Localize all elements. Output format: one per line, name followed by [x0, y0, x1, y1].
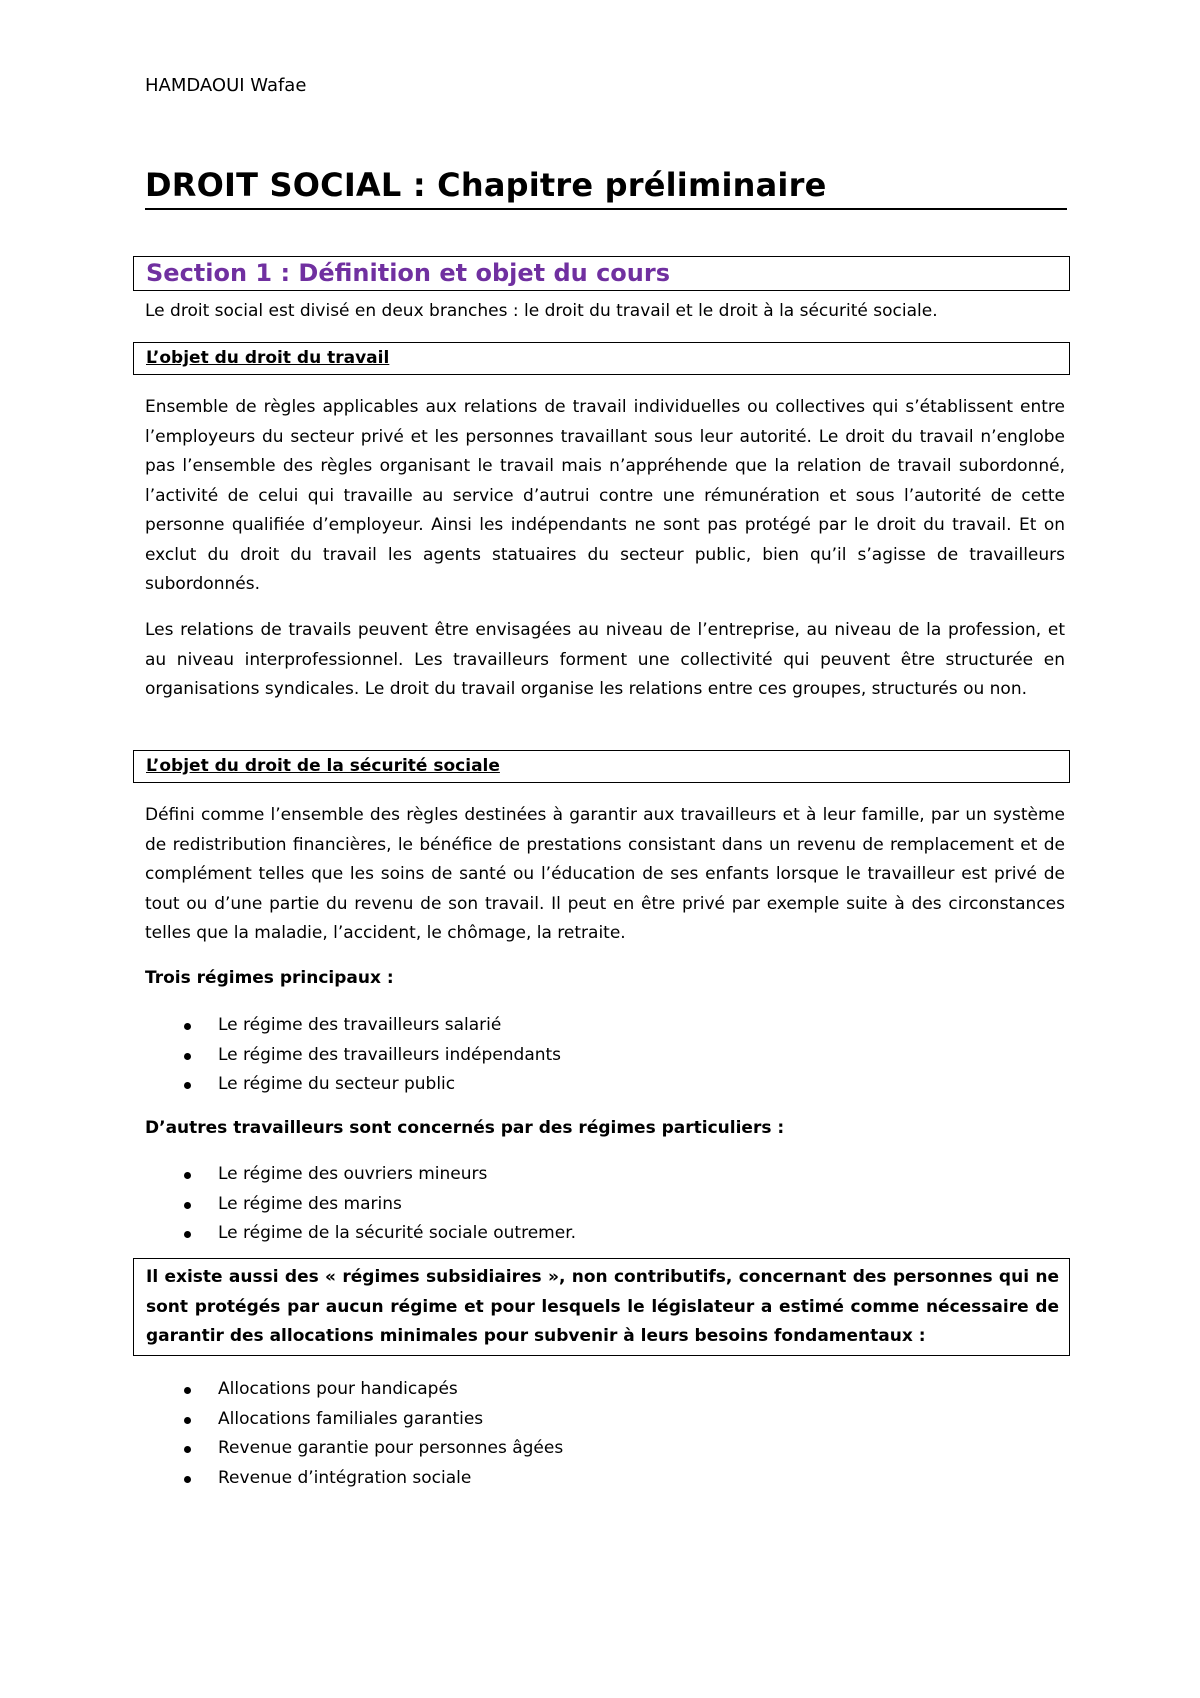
section-1-heading: Section 1 : Définition et objet du cours [133, 256, 1070, 291]
particuliers-list [145, 1160, 1045, 1249]
list-item: Revenue garantie pour personnes âgées [145, 1434, 1045, 1464]
list-item: Le régime des travailleurs salarié [145, 1011, 1045, 1041]
travail-paragraph-1: Ensemble de règles applicables aux relations de travail individuelles ou collectives qui s’établissent entre l’employeurs du secteur privé et les personnes travaillant sous leur autorité. Le droit du travail n’englobe pas l’ensemble des règles organisant le travail mais n’appréhende que la relation de travail subordonné, l’activité de celui qui travaille au service d’autrui contre une rémunération et sous l’autorité de cette personne qualifiée d’employeur. Ainsi les indépendants ne sont pas protégé par le droit du travail. Et on exclut du droit du travail les agents statuaires du secteur public, bien qu’il s’agisse de travailleurs subordonnés. [145, 397, 1065, 594]
bullet-icon [184, 1053, 191, 1060]
list-item: Allocations familiales garanties [145, 1405, 1045, 1435]
bullet-icon [184, 1417, 191, 1424]
list-item: Revenue d’intégration sociale [145, 1464, 1045, 1494]
bullet-icon [184, 1202, 191, 1209]
bullet-icon [184, 1231, 191, 1238]
list-item: Allocations pour handicapés [145, 1375, 1045, 1405]
travail-paragraph-2: Les relations de travails peuvent être envisagées au niveau de l’entreprise, au niveau de la profession, et au niveau interprofessionnel. Les travailleurs forment une collectivité qui peuvent être structurée en organisations syndicales. Le droit du travail organise les relations entre ces groupes, structurés ou non. [145, 620, 1065, 699]
bullet-icon [184, 1082, 191, 1089]
bullet-icon [184, 1023, 191, 1030]
document-title: DROIT SOCIAL : Chapitre préliminaire [145, 165, 1067, 210]
author-header: HAMDAOUI Wafae [145, 75, 307, 96]
regimes-list [145, 1011, 1045, 1100]
subsidiaires-note: Il existe aussi des « régimes subsidiaires », non contributifs, concernant des personnes qui ne sont protégés par aucun régime et pour lesquels le législateur a estimé comme nécessaire de garantir des allocations minimales pour subvenir à leurs besoins fondamentaux : [133, 1258, 1070, 1356]
section-1-intro: Le droit social est divisé en deux branches : le droit du travail et le droit à la sécurité sociale. [145, 301, 938, 321]
securite-paragraph-1: Défini comme l’ensemble des règles destinées à garantir aux travailleurs et à leur famille, par un système de redistribution financières, le bénéfice de prestations consistant dans un revenu de remplacement et de complément telles que les soins de santé ou l’éducation de ses enfants lorsque le travailleur est privé de tout ou d’une partie du revenu de son travail. Il peut en être privé par exemple suite à des circonstances telles que la maladie, l’accident, le chômage, la retraite. [145, 805, 1065, 943]
bullet-icon [184, 1476, 191, 1483]
regimes-label: Trois régimes principaux : [145, 968, 394, 988]
list-item: Le régime des ouvriers mineurs [145, 1160, 1045, 1190]
list-item: Le régime des marins [145, 1190, 1045, 1220]
list-item: Le régime de la sécurité sociale outremer. [145, 1219, 1045, 1249]
bullet-icon [184, 1172, 191, 1179]
securite-heading: L’objet du droit de la sécurité sociale [133, 750, 1070, 783]
subsidiaires-list [145, 1375, 1045, 1493]
particuliers-label: D’autres travailleurs sont concernés par des régimes particuliers : [145, 1118, 785, 1138]
list-item: Le régime du secteur public [145, 1070, 1045, 1100]
bullet-icon [184, 1446, 191, 1453]
bullet-icon [184, 1387, 191, 1394]
travail-heading: L’objet du droit du travail [133, 342, 1070, 375]
list-item: Le régime des travailleurs indépendants [145, 1041, 1045, 1071]
